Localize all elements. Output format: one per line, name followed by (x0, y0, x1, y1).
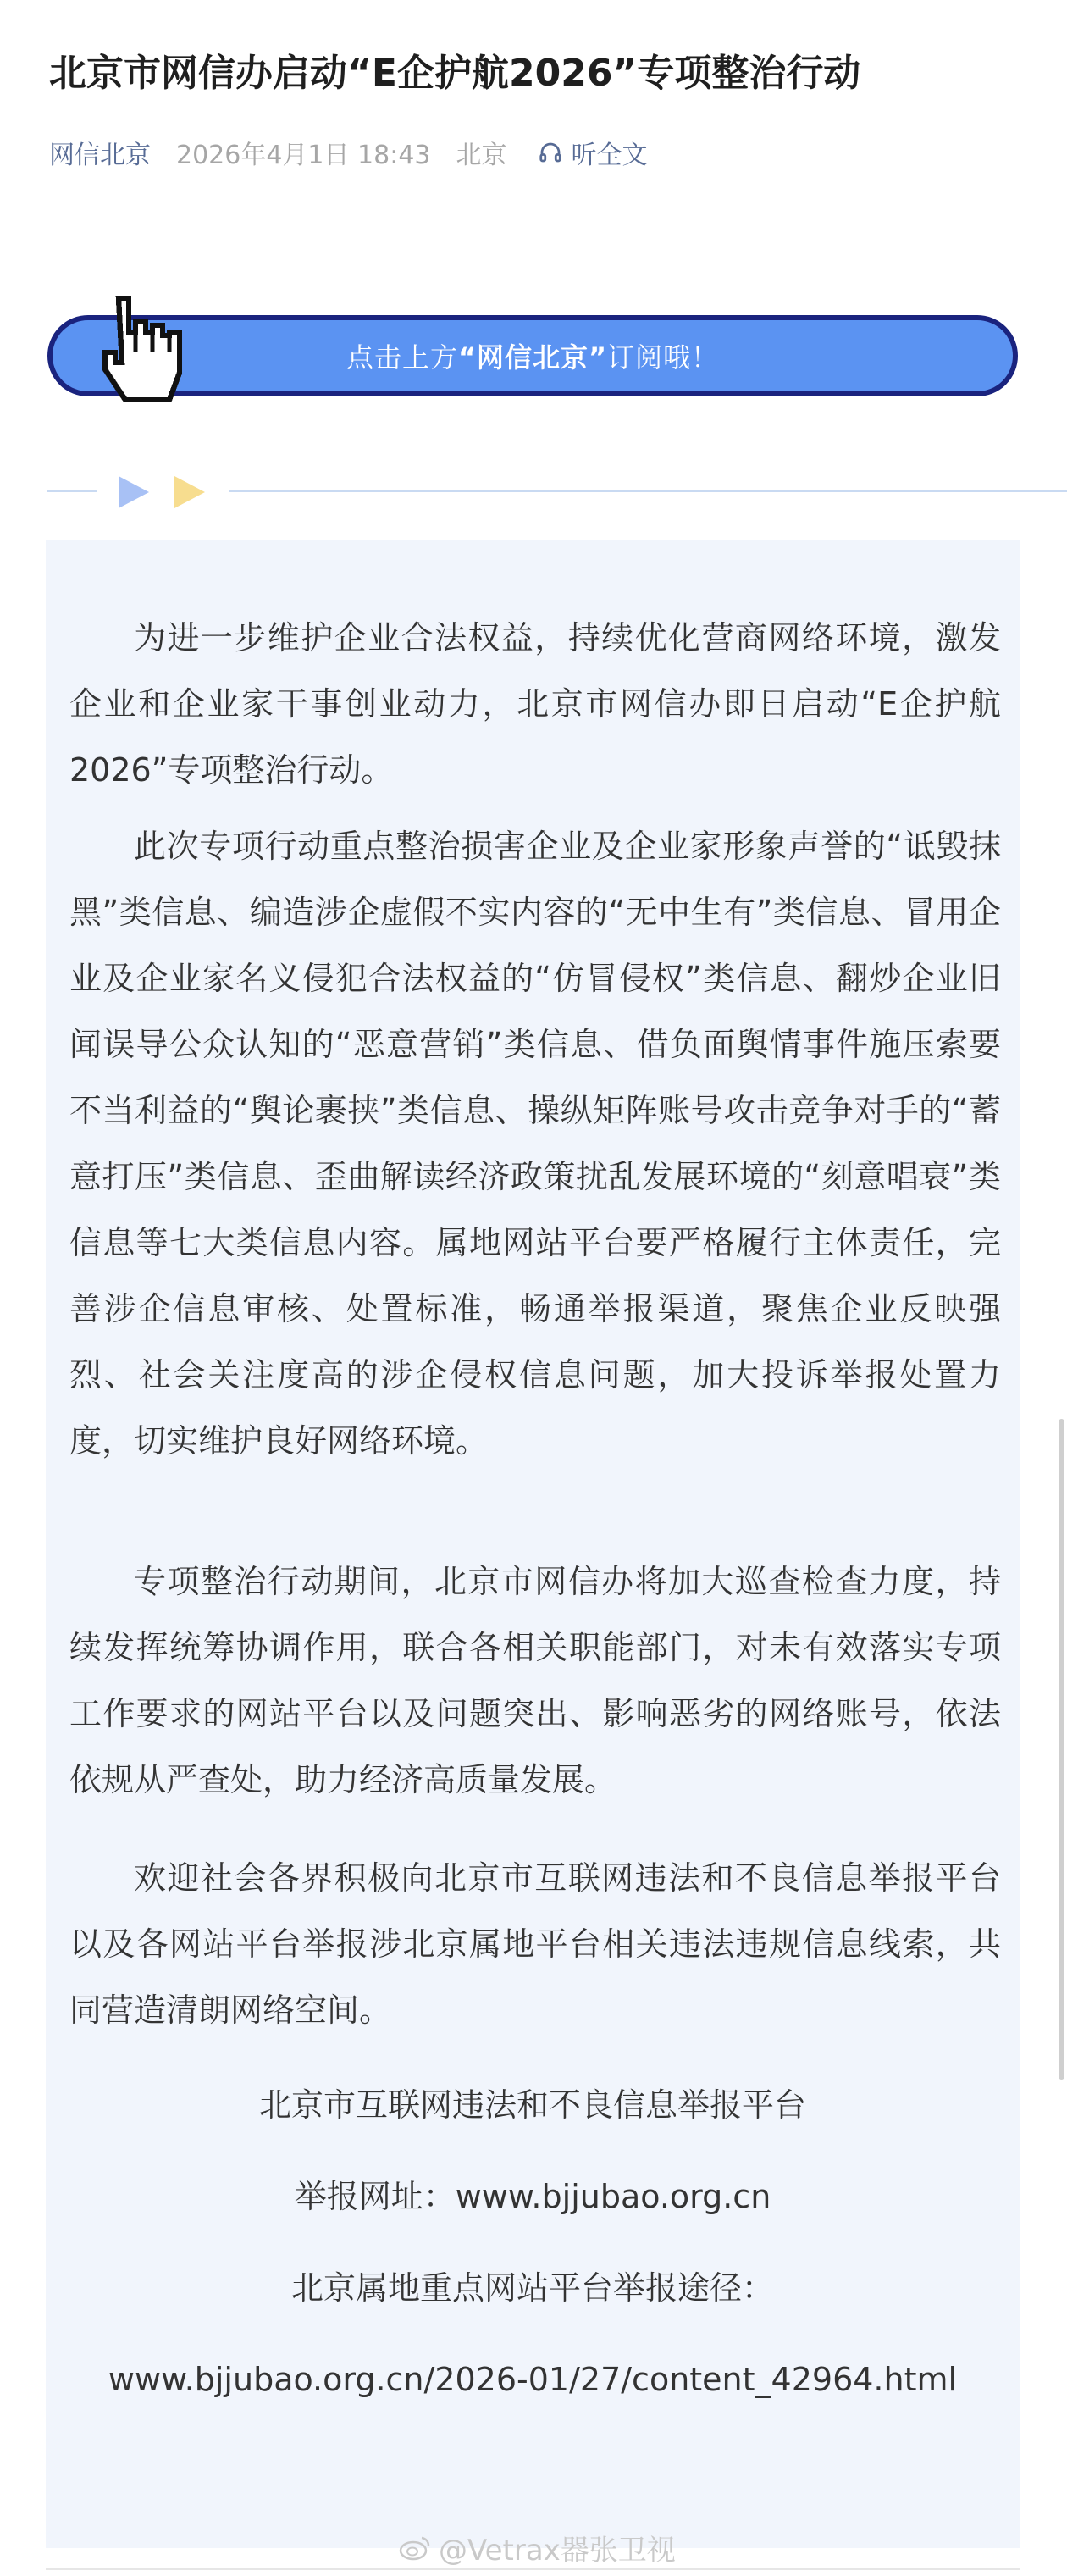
body-paragraph-4: 欢迎社会各界积极向北京市互联网违法和不良信息举报平台以及各网站平台举报涉北京属地平台相关违法违规信息线索，共同营造清朗网络空间。 (69, 1859, 1001, 2029)
yellow-triangle-icon (174, 476, 205, 508)
pointing-hand-icon (91, 288, 193, 407)
report-channel-url[interactable]: www.bjjubao.org.cn/2026-01/27/content_42964.html (108, 2361, 958, 2398)
publish-date: 2026年4月1日 18:43 (176, 141, 431, 170)
listen-button[interactable] (538, 134, 648, 171)
watermark-text: @Vetrax器张卫视 (439, 2533, 676, 2568)
divider-line-left (47, 490, 97, 492)
body-paragraph-1: 为进一步维护企业合法权益，持续优化营商网络环境，激发企业和企业家干事创业动力，北京市网信办即日启动“E企护航2026”专项整治行动。 (69, 619, 1001, 789)
account-name-link[interactable]: 网信北京 (49, 141, 151, 170)
body-paragraph-2: 此次专项行动重点整治损害企业及企业家形象声誉的“诋毁抹黑”类信息、编造涉企虚假不实内容的“无中生有”类信息、冒用企业及企业家名义侵犯合法权益的“仿冒侵权”类信息、翻炒企业旧闻误导公众认知的“恶意营销”类信息、借负面舆情事件施压索要不当利益的“舆论裹挟”类信息、操纵矩阵账号攻击竞争对手的“蓄意打压”类信息、歪曲解读经济政策扰乱发展环境的“刻意唱衰”类信息等七大类信息内容。属地网站平台要严格履行主体责任，完善涉企信息审核、处置标准，畅通举报渠道，聚焦企业反映强烈、社会关注度高的涉企侵权信息问题，加大投诉举报处置力度，切实维护良好网络环境。 (69, 828, 1001, 1460)
bottom-divider (46, 2568, 1020, 2570)
publish-location: 北京 (456, 141, 507, 170)
headphones-icon (538, 140, 563, 165)
body-paragraph-3: 专项整治行动期间，北京市网信办将加大巡查检查力度，持续发挥统筹协调作用，联合各相关职能部门，对未有效落实专项工作要求的网站平台以及问题突出、影响恶劣的网络账号，依法依规从严查处，助力经济高质量发展。 (69, 1563, 1001, 1798)
banner-prefix: 点击上方 (346, 341, 458, 374)
report-channel-label: 北京属地重点网站平台举报途径： (290, 2269, 774, 2307)
section-divider (47, 474, 1021, 508)
article-title: 北京市网信办启动“E企护航2026”专项整治行动 (49, 52, 861, 95)
divider-line-right (229, 490, 1067, 492)
blue-triangle-icon (119, 476, 149, 508)
watermark (398, 2526, 676, 2568)
platform-name: 北京市互联网违法和不良信息举报平台 (258, 2086, 806, 2124)
report-url-line[interactable]: 举报网址：www.bjjubao.org.cn (294, 2178, 771, 2215)
weibo-logo-icon (398, 2533, 432, 2562)
listen-label: 听全文 (571, 141, 648, 170)
banner-account-name: “网信北京” (457, 341, 608, 374)
article-meta (49, 134, 648, 171)
scrollbar[interactable] (1059, 1419, 1064, 2080)
article-body (46, 540, 1020, 2548)
banner-suffix: 订阅哦！ (607, 341, 720, 374)
